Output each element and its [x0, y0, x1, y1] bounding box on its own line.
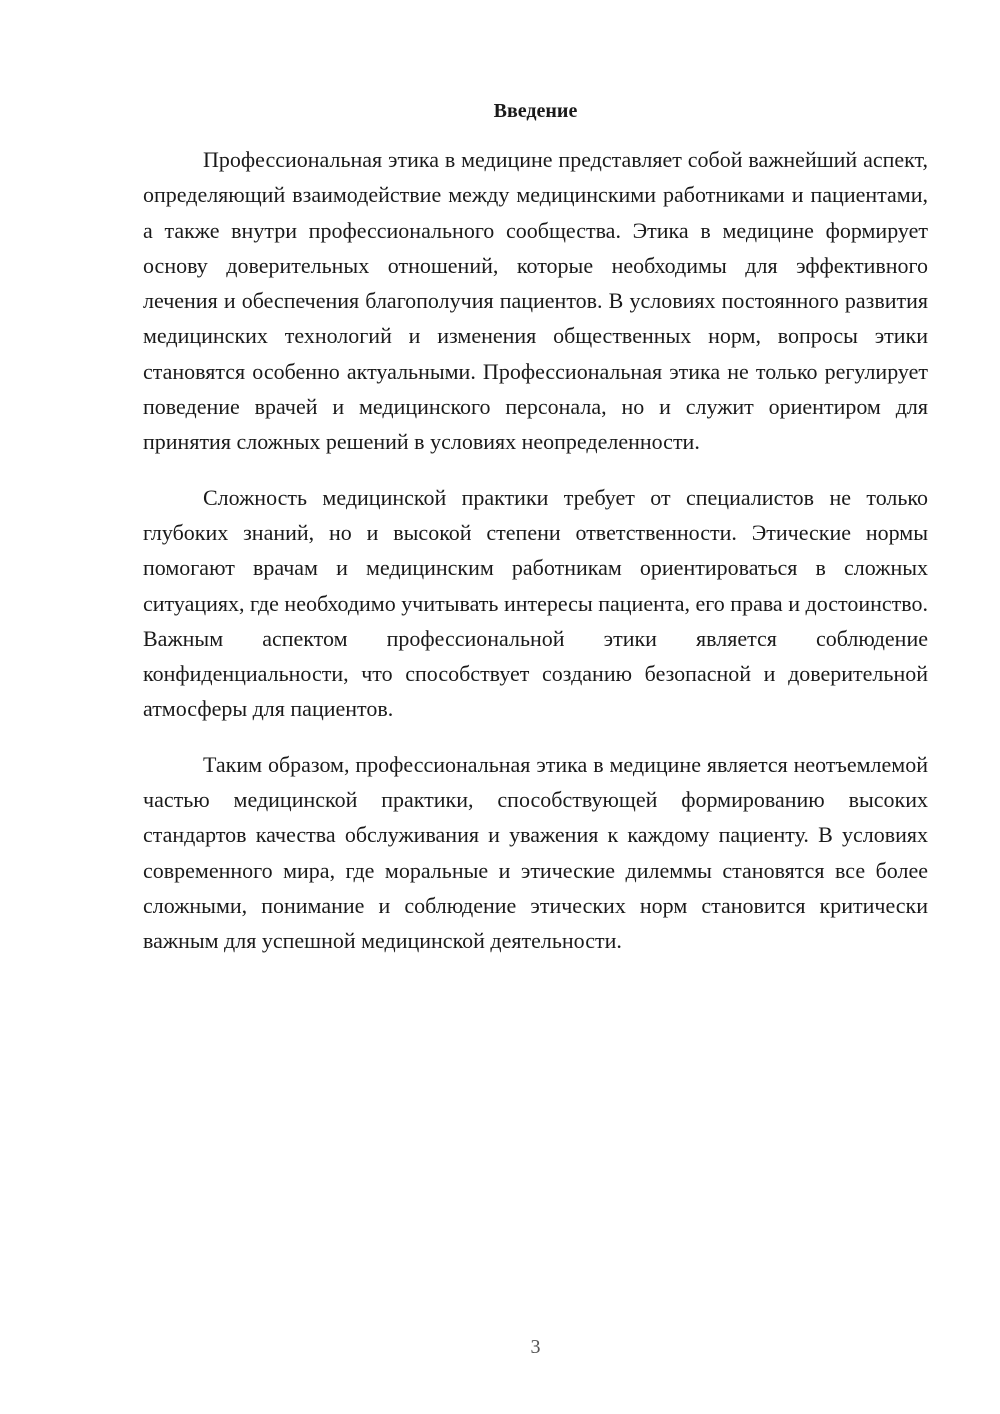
page-number: 3 — [530, 1336, 541, 1358]
paragraph-3: Таким образом, профессиональная этика в медицине является неотъемлемой частью медицинской практики, способствующей формированию высоких стандартов качества обслуживания и уважения к каждому пациенту. В условиях современного мира, где моральные и этические дилеммы становятся все более сложными, понимание и соблюдение этических норм становится критически важным для успешной медицинской деятельности. — [143, 751, 928, 954]
body-text — [143, 142, 928, 979]
paragraph-2: Сложность медицинской практики требует от специалистов не только глубоких знаний, но и высокой степени ответственности. Этические нормы помогают врачам и медицинским работникам ориентироваться в сложных ситуациях, где необходимо учитывать интересы пациента, его права и достоинство. Важным аспектом профессиональной этики является соблюдение конфиденциальности, что способствует созданию безопасной и доверительной атмосферы для пациентов. — [143, 484, 928, 722]
paragraph-1: Профессиональная этика в медицине представляет собой важнейший аспект, определяющий взаимодействие между медицинскими работниками и пациентами, а также внутри профессионального сообщества. Этика в медицине формирует основу доверительных отношений, которые необходимы для эффективного лечения и обеспечения благополучия пациентов. В условиях постоянного развития медицинских технологий и изменения общественных норм, вопросы этики становятся особенно актуальными. Профессиональная этика не только регулирует поведение врачей и медицинского персонала, но и служит ориентиром для принятия сложных решений в условиях неопределенности. — [143, 147, 928, 455]
section-heading: Введение — [493, 100, 578, 122]
